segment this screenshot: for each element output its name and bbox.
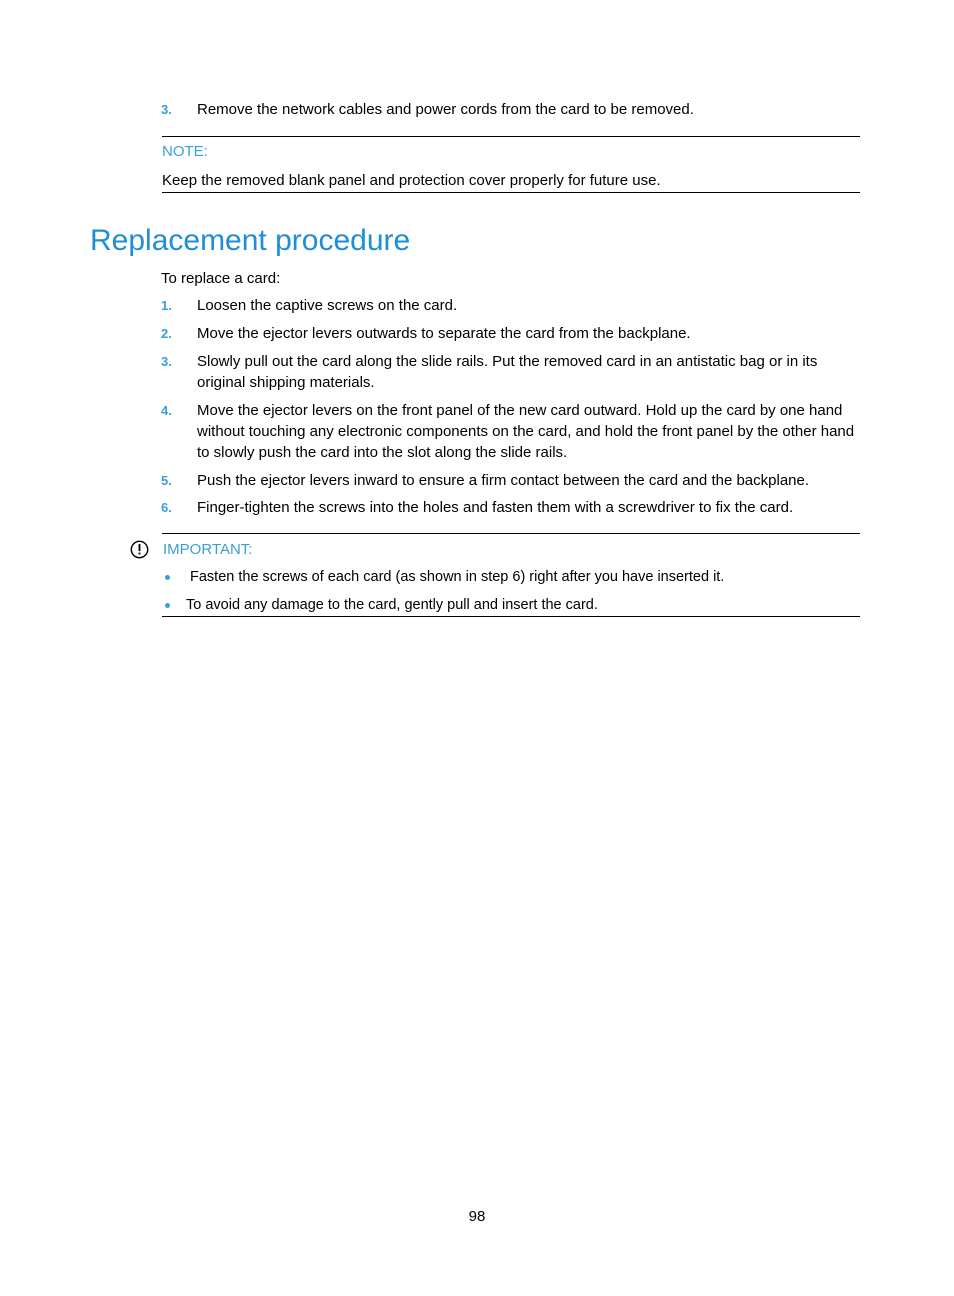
step-number: 5. <box>161 473 172 488</box>
note-label: NOTE: <box>162 143 208 160</box>
step-number: 3. <box>161 354 172 369</box>
important-top-rule <box>162 533 860 534</box>
important-bottom-rule <box>162 616 860 617</box>
important-bullet-1: Fasten the screws of each card (as shown in step 6) right after you have inserted it. <box>190 569 725 585</box>
step-text: Move the ejector levers outwards to separate the card from the backplane. <box>197 325 691 342</box>
note-text: Keep the removed blank panel and protection cover properly for future use. <box>162 172 661 189</box>
step-text: Finger-tighten the screws into the holes and fasten them with a screwdriver to fix the card. <box>197 499 794 516</box>
section-intro: To replace a card: <box>161 270 281 287</box>
note-bottom-rule <box>162 192 860 193</box>
step-number: 6. <box>161 500 172 515</box>
step-text: Push the ejector levers inward to ensure a firm contact between the card and the backplane. <box>197 472 810 489</box>
step-number: 2. <box>161 326 172 341</box>
note-top-rule <box>162 136 860 137</box>
important-label: IMPORTANT: <box>163 541 253 558</box>
page-number: 98 <box>468 1208 486 1225</box>
bullet-icon <box>165 575 170 580</box>
step-text: Move the ejector levers on the front panel of the new card outward. Hold up the card by one hand without touching any electronic components on the card, and hold the front panel by the other hand to slowly push the card into the slot along the slide rails. <box>197 402 855 461</box>
important-bullet-2: To avoid any damage to the card, gently pull and insert the card. <box>186 597 598 613</box>
step-text: Slowly pull out the card along the slide rails. Put the removed card in an antistatic bag or in its original shipping materials. <box>197 353 818 391</box>
step-text: Remove the network cables and power cords from the card to be removed. <box>197 101 694 118</box>
section-title: Replacement procedure <box>90 224 411 257</box>
exclamation-circle-icon <box>130 540 149 559</box>
step-text: Loosen the captive screws on the card. <box>197 297 458 314</box>
step-number: 4. <box>161 403 172 418</box>
step-number: 3. <box>161 102 172 117</box>
step-number: 1. <box>161 298 172 313</box>
bullet-icon <box>165 603 170 608</box>
